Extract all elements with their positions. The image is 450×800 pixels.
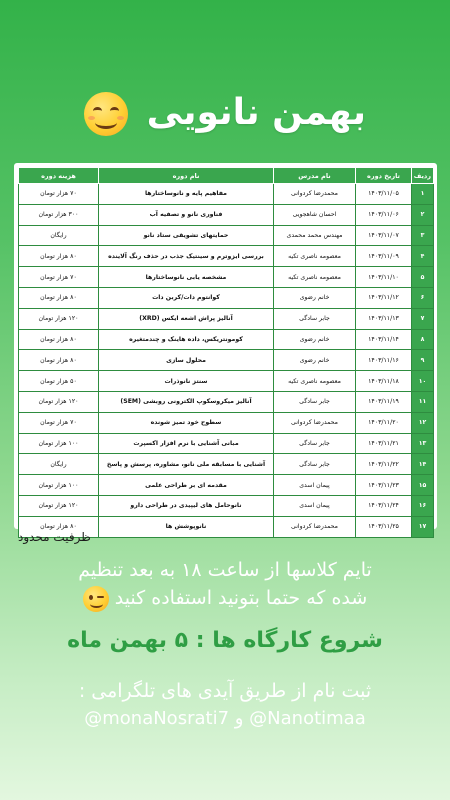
cell-radif: ۱۰ — [412, 371, 434, 392]
cell-date: ۱۴۰۳/۱۱/۱۲ — [356, 287, 412, 308]
cell-radif: ۱۷ — [412, 516, 434, 537]
cell-cost: ۱۰۰ هزار تومان — [19, 475, 99, 496]
cell-course: مقدمه ای بر طراحی علمی — [99, 475, 274, 496]
cell-course: کوانتوم دات/کربن دات — [99, 287, 274, 308]
header-cost: هزینه دوره — [19, 168, 99, 184]
cell-date: ۱۴۰۳/۱۱/۱۶ — [356, 350, 412, 371]
cell-teacher: معصومه ناصری تکیه — [274, 246, 356, 267]
cell-radif: ۱ — [412, 184, 434, 205]
table-row — [19, 475, 434, 496]
cell-course: آنالیز میکروسکوپ الکترونی روبشی (SEM) — [99, 391, 274, 412]
cell-course: بررسی ایزوترم و سینتیک جذب در حذف رنگ آلاینده — [99, 246, 274, 267]
header-date: تاریخ دوره — [356, 168, 412, 184]
cell-cost: ۱۲۰ هزار تومان — [19, 308, 99, 329]
cell-course: سنتز نانوذرات — [99, 371, 274, 392]
cell-teacher: جابر سادگی — [274, 454, 356, 475]
cell-date: ۱۴۰۳/۱۱/۲۲ — [356, 454, 412, 475]
cell-radif: ۱۳ — [412, 433, 434, 454]
cell-course: حمایتهای تشویقی ستاد نانو — [99, 225, 274, 246]
cell-cost: ۸۰ هزار تومان — [19, 287, 99, 308]
cell-date: ۱۴۰۳/۱۱/۲۴ — [356, 495, 412, 516]
note-line-1: تایم کلاسها از ساعت ۱۸ به بعد تنظیم — [78, 559, 372, 581]
header-course: نام دوره — [99, 168, 274, 184]
cell-radif: ۲ — [412, 204, 434, 225]
cell-teacher: خانم رضوی — [274, 287, 356, 308]
cell-teacher: جابر سادگی — [274, 433, 356, 454]
telegram-ids: @monaNosrati7 و @Nanotimaa — [84, 708, 366, 729]
cell-date: ۱۴۰۳/۱۱/۱۰ — [356, 267, 412, 288]
cell-teacher: معصومه ناصری تکیه — [274, 371, 356, 392]
cell-radif: ۸ — [412, 329, 434, 350]
cell-teacher: جابر سادگی — [274, 391, 356, 412]
cell-cost: رایگان — [19, 454, 99, 475]
cell-course: کومونتریکس، داده هاینک و چندمتغیره — [99, 329, 274, 350]
cell-radif: ۵ — [412, 267, 434, 288]
cell-cost: ۱۲۰ هزار تومان — [19, 391, 99, 412]
cell-course: مفاهیم پایه و نانوساختارها — [99, 184, 274, 205]
cell-date: ۱۴۰۳/۱۱/۱۳ — [356, 308, 412, 329]
cell-teacher: محمدرضا کردوانی — [274, 412, 356, 433]
page-title — [0, 92, 450, 136]
table-row — [19, 412, 434, 433]
table-row — [19, 308, 434, 329]
cell-radif: ۱۴ — [412, 454, 434, 475]
cell-date: ۱۴۰۳/۱۱/۲۱ — [356, 433, 412, 454]
cell-course: آشنایی با مسابقه ملی نانو، مشاوره، پرسش و پاسخ — [99, 454, 274, 475]
cell-radif: ۱۱ — [412, 391, 434, 412]
cell-cost: ۷۰ هزار تومان — [19, 184, 99, 205]
cell-date: ۱۴۰۳/۱۱/۰۹ — [356, 246, 412, 267]
cell-course: نانوحامل های لیپیدی در طراحی دارو — [99, 495, 274, 516]
cell-teacher: محمدرضا کردوانی — [274, 516, 356, 537]
cell-teacher: جابر سادگی — [274, 308, 356, 329]
cell-date: ۱۴۰۳/۱۱/۰۷ — [356, 225, 412, 246]
course-table — [18, 167, 434, 538]
cell-course: فناوری نانو و تصفیه آب — [99, 204, 274, 225]
cell-cost: ۸۰ هزار تومان — [19, 329, 99, 350]
workshop-start-date: شروع کارگاه ها : ۵ بهمن ماه — [67, 628, 383, 653]
course-table-card — [14, 163, 437, 529]
cell-course: آنالیز پراش اشعه ایکس (XRD) — [99, 308, 274, 329]
smiling-face-icon — [84, 92, 128, 136]
table-row — [19, 329, 434, 350]
cell-teacher: مهندس محمد محمدی — [274, 225, 356, 246]
winking-face-icon — [83, 586, 109, 612]
cell-course: سطوح خود تمیز شونده — [99, 412, 274, 433]
cell-radif: ۱۵ — [412, 475, 434, 496]
cell-radif: ۳ — [412, 225, 434, 246]
cell-radif: ۷ — [412, 308, 434, 329]
cell-teacher: معصومه ناصری تکیه — [274, 267, 356, 288]
cell-radif: ۱۲ — [412, 412, 434, 433]
cell-cost: ۸۰ هزار تومان — [19, 350, 99, 371]
cell-course: نانوپوشش ها — [99, 516, 274, 537]
note-line-2: شده که حتما بتونید استفاده کنید — [114, 587, 368, 609]
cell-date: ۱۴۰۳/۱۱/۲۰ — [356, 412, 412, 433]
cell-cost: ۱۰۰ هزار تومان — [19, 433, 99, 454]
cell-cost: ۵۰ هزار تومان — [19, 371, 99, 392]
table-row — [19, 454, 434, 475]
cell-cost: ۸۰ هزار تومان — [19, 246, 99, 267]
table-row — [19, 246, 434, 267]
table-row — [19, 184, 434, 205]
table-row — [19, 225, 434, 246]
table-row — [19, 495, 434, 516]
table-row — [19, 287, 434, 308]
table-header-row — [19, 168, 434, 184]
table-row — [19, 204, 434, 225]
header-radif: ردیف — [412, 168, 434, 184]
cell-teacher: محمدرضا کردوانی — [274, 184, 356, 205]
cell-cost: ۱۲۰ هزار تومان — [19, 495, 99, 516]
cell-date: ۱۴۰۳/۱۱/۱۸ — [356, 371, 412, 392]
cell-teacher: پیمان اسدی — [274, 495, 356, 516]
table-row — [19, 391, 434, 412]
cell-date: ۱۴۰۳/۱۱/۰۶ — [356, 204, 412, 225]
cell-cost: رایگان — [19, 225, 99, 246]
table-row — [19, 371, 434, 392]
cell-cost: ۸۰ هزار تومان — [19, 516, 99, 537]
cell-date: ۱۴۰۳/۱۱/۱۹ — [356, 391, 412, 412]
cell-date: ۱۴۰۳/۱۱/۰۵ — [356, 184, 412, 205]
cell-teacher: خانم رضوی — [274, 350, 356, 371]
registration-text: ثبت نام از طریق آیدی های تلگرامی : — [78, 680, 372, 702]
cell-radif: ۶ — [412, 287, 434, 308]
cell-date: ۱۴۰۳/۱۱/۲۳ — [356, 475, 412, 496]
capacity-label: ظرفیت محدود — [18, 530, 91, 544]
title-text: بهمن نانویی — [146, 92, 366, 133]
cell-radif: ۴ — [412, 246, 434, 267]
cell-teacher: احسان شاهجویی — [274, 204, 356, 225]
cell-date: ۱۴۰۳/۱۱/۲۵ — [356, 516, 412, 537]
cell-cost: ۷۰ هزار تومان — [19, 267, 99, 288]
schedule-note — [10, 556, 440, 612]
table-row — [19, 433, 434, 454]
cell-course: مبانی آشنایی با نرم افزار اکسپرت — [99, 433, 274, 454]
header-teacher: نام مدرس — [274, 168, 356, 184]
cell-course: مشخصه یابی نانوساختارها — [99, 267, 274, 288]
cell-radif: ۹ — [412, 350, 434, 371]
cell-course: محلول سازی — [99, 350, 274, 371]
table-row — [19, 350, 434, 371]
cell-cost: ۷۰ هزار تومان — [19, 412, 99, 433]
cell-radif: ۱۶ — [412, 495, 434, 516]
cell-teacher: خانم رضوی — [274, 329, 356, 350]
cell-teacher: پیمان اسدی — [274, 475, 356, 496]
cell-date: ۱۴۰۳/۱۱/۱۴ — [356, 329, 412, 350]
table-row — [19, 267, 434, 288]
cell-cost: ۳۰۰ هزار تومان — [19, 204, 99, 225]
